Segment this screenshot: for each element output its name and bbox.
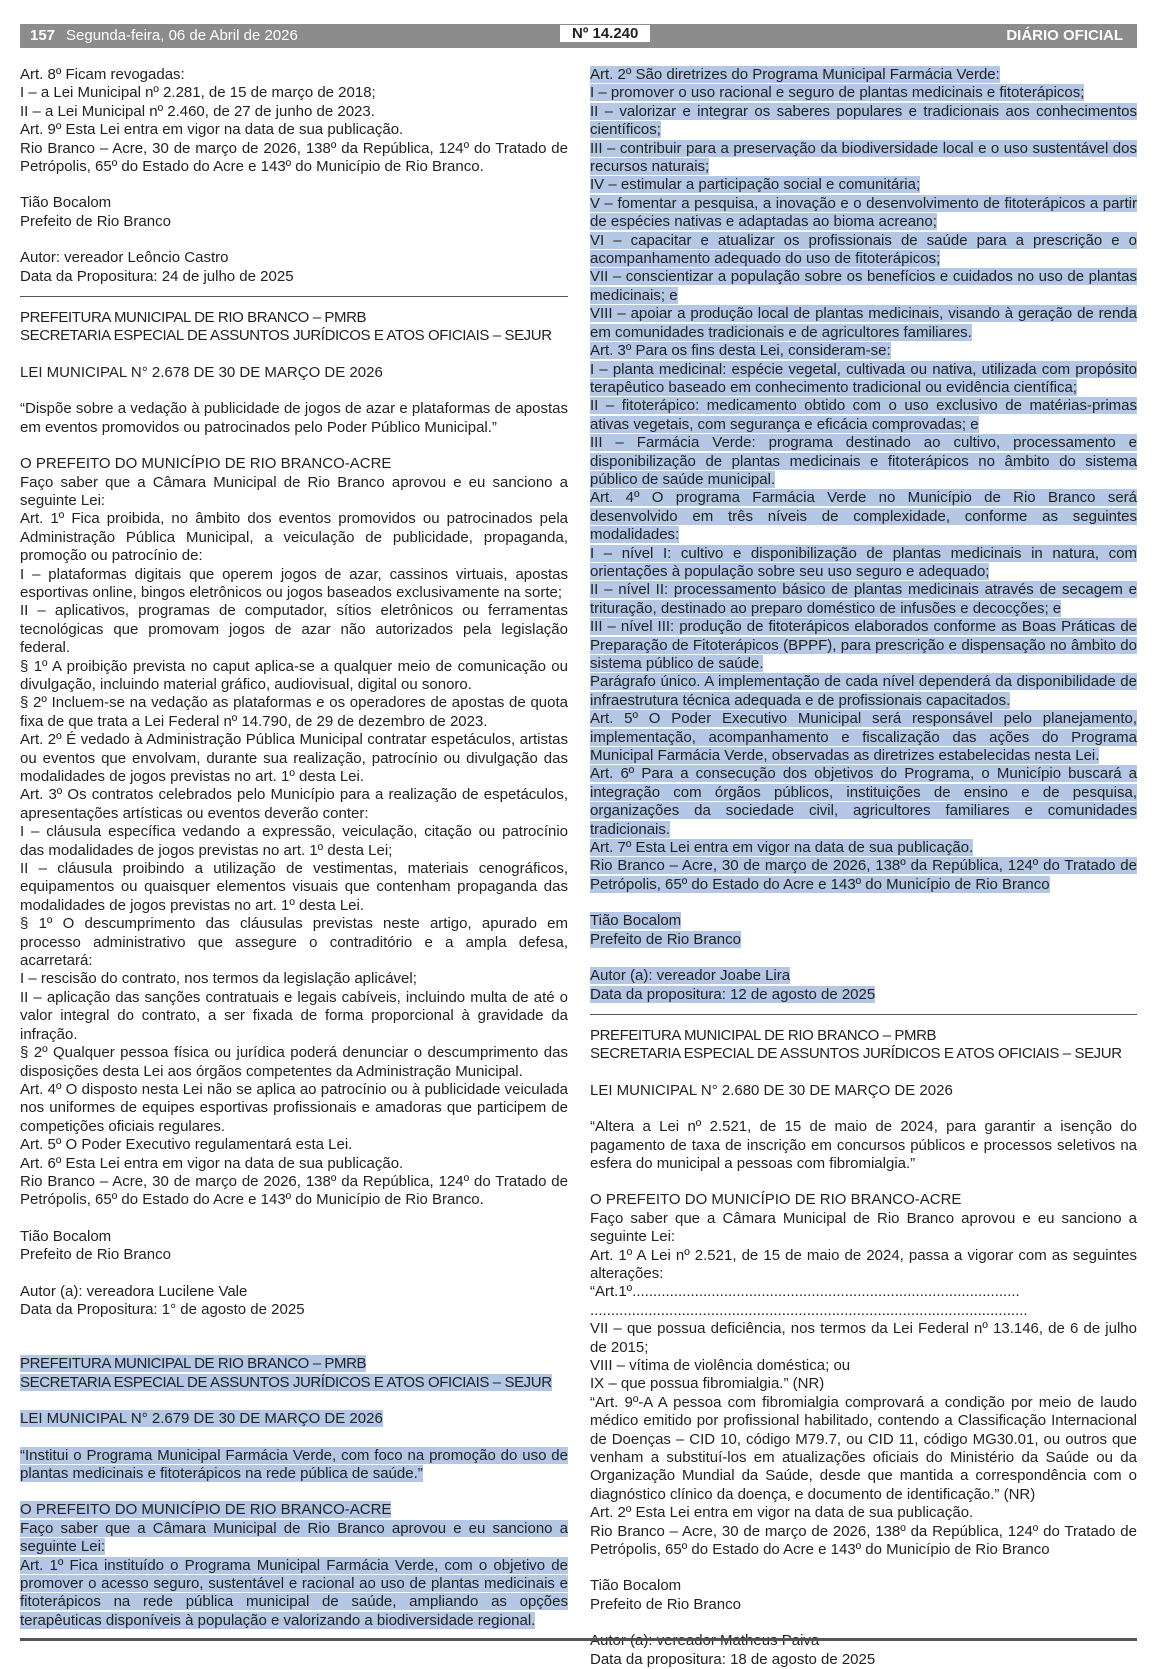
highlighted-text: Tião Bocalom [590,912,682,930]
text-line: Rio Branco – Acre, 30 de março de 2026, 138º da República, 124º do Tratado de Petrópolis, 65º do Estado do Acre e 143º do Município de Rio Branco [590,1522,1137,1559]
text-line [20,1355,568,1373]
highlighted-text: VII – conscientizar a população sobre os benefícios e cuidados no uso de plantas medicinais; e [590,268,1137,304]
text-line: O PREFEITO DO MUNICÍPIO DE RIO BRANCO-ACRE [20,455,392,473]
text-line [590,342,1137,360]
text-line: Art. 2º Esta Lei entra em vigor na data de sua publicação. [590,1504,974,1522]
text-line [590,434,1137,489]
highlighted-text: Parágrafo único. A implementação de cada nível dependerá da disponibilidade de infraestrutura técnica adequada e de profissionais capacitados. [590,673,1137,709]
highlighted-text: III – Farmácia Verde: programa destinado ao cultivo, processamento e disponibilização de plantas medicinais e fitoterápicos no âmbito do sistema público de saúde municipal. [590,434,1137,488]
right-column [590,66,1137,1669]
footer-rule [20,1638,1137,1641]
text-line: II – a Lei Municipal nº 2.460, de 27 de junho de 2023. [20,102,375,120]
highlighted-text: Art. 6º Para a consecução dos objetivos do Programa, o Município buscará a integração com órgãos públicos, instituições de ensino e de pesquisa, organizações da sociedade civil, agricultores familiares e comunidades tradicionais. [590,765,1137,838]
highlighted-text: Art. 2º São diretrizes do Programa Municipal Farmácia Verde: [590,66,1000,83]
text-line: § 2º Incluem-se na vedação as plataformas e os operadores de apostas de quota fixa de que trata a Lei Federal nº 14.790, de 29 de dezembro de 2023. [20,694,568,730]
highlighted-text: III – nível III: produção de fitoterápicos elaborados conforme as Boas Práticas de Preparação de Fitoterápicos (BPPF), para prescrição e dispensação no âmbito do sistema público de saúde. [590,618,1137,672]
text-line [590,195,1137,232]
highlighted-text: Art. 7º Esta Lei entra em vigor na data de sua publicação. [590,839,974,857]
author-a [20,249,568,286]
highlighted-text: II – nível II: processamento básico de plantas medicinais através de secagem e trituração, destinado ao preparo doméstico de infusões e decocções; e [590,581,1137,617]
text-line [590,618,1137,673]
highlighted-text: III – contribuir para a preservação da biodiversidade local e o uso sustentável dos recursos naturais; [590,139,1137,176]
text-line [590,857,1137,894]
text-line [590,581,1137,618]
text-line [20,1374,568,1392]
text-line: Autor: vereador Leôncio Castro [20,249,229,267]
signature-b [20,1228,568,1265]
text-line: IX – que possua fibromialgia.” (NR) [590,1375,825,1393]
text-line [590,545,1137,582]
law-summary-b: “Dispõe sobre a vedação à publicidade de jogos de azar e plataformas de apostas em eventos promovidos ou patrocinados pelo Poder Público Municipal.” [20,400,568,436]
text-line: Autor (a): vereadora Lucilene Vale [20,1282,248,1300]
page-header [20,24,1137,48]
highlighted-text: Art. 5º O Poder Executivo Municipal será responsável pelo planejamento, implementação, acompanhamento e fiscalização das ações do Programa Municipal Farmácia Verde, observadas as diretrizes estabelecidas nesta Lei. [590,710,1137,765]
text-line [590,84,1137,102]
text-line: “Art. 9º-A A pessoa com fibromialgia comprovará a condição por meio de laudo médico emitido por profissional habilitado, contendo a Classificação Internacional de Doenças – CID 10, código M79.7, ou CID 11, código MG30.01, ou outros que venham a substituí-los em atualizações oficiais do Ministério da Saúde ou da Organização Mundial da Saúde, desde que mantida a correspondência com o diagnóstico clínico da doença, e documento de identificação.” (NR) [590,1393,1137,1503]
text-line: II – aplicação das sanções contratuais e legais cabíveis, incluindo multa de até o valor integral do contrato, a ser fixada de forma proporcional à gravidade da infração. [20,988,568,1043]
text-line: § 1º A proibição prevista no caput aplica-se a qualquer meio de comunicação ou divulgação, incluindo material gráfico, audiovisual, digital ou sonoro. [20,657,568,693]
text-line: Art. 5º O Poder Executivo regulamentará esta Lei. [20,1136,353,1154]
highlighted-text: Data da propositura: 12 de agosto de 2025 [590,985,876,1003]
text-line [590,361,1137,398]
law-summary-c [20,1447,568,1484]
section-a [20,66,568,176]
text-line: Prefeito de Rio Branco [20,212,171,230]
text-line [590,673,1137,710]
text-line: Tião Bocalom [590,1577,682,1595]
text-line: Art. 3º Os contratos celebrados pelo Município para a realização de espetáculos, apresentações artísticas ou eventos deverão conter: [20,786,568,822]
law-body-c [20,1501,568,1630]
highlighted-text: VI – capacitar e atualizar os profissionais de saúde para a prescrição e o acompanhamento adequado do uso de fitoterápicos; [590,231,1137,268]
text-line [590,839,1137,857]
text-line: PREFEITURA MUNICIPAL DE RIO BRANCO – PMRB [590,1026,937,1044]
text-line: I – plataformas digitais que operem jogos de azar, cassinos virtuais, apostas esportivas online, bingos eletrônicos ou jogos baseados exclusivamente na sorte; [20,565,568,601]
law-heading-c [20,1355,568,1392]
divider [590,1014,1137,1015]
text-line: Data da Propositura: 1° de agosto de 2025 [20,1300,305,1318]
text-line: “Art.1º............................................................................................. [590,1283,1020,1301]
text-line: SECRETARIA ESPECIAL DE ASSUNTOS JURÍDICOS E ATOS OFICIAIS – SEJUR [20,327,552,345]
text-line: § 2º Qualquer pessoa física ou jurídica poderá denunciar o descumprimento das disposições desta Lei aos órgãos competentes da Administração Municipal. [20,1044,568,1080]
law-title-c-text: LEI MUNICIPAL N° 2.679 DE 30 DE MARÇO DE 2026 [20,1410,383,1428]
text-line: Art. 8º Ficam revogadas: [20,66,185,83]
highlighted-text: II – valorizar e integrar os saberes populares e tradicionais aos conhecimentos científicos; [590,102,1137,139]
text-line: Tião Bocalom [20,194,112,212]
law-title-c [20,1410,568,1428]
text-line [20,1557,568,1631]
highlighted-text: SECRETARIA ESPECIAL DE ASSUNTOS JURÍDICOS E ATOS OFICIAIS – SEJUR [20,1373,552,1391]
author-c [590,967,1137,1004]
text-line: Data da Propositura: 24 de julho de 2025 [20,267,294,285]
text-line [20,1501,568,1519]
text-line: Tião Bocalom [20,1227,112,1245]
publication-name: DIÁRIO OFICIAL [1006,27,1123,44]
highlighted-text: II – fitoterápico: medicamento obtido com o uso exclusivo de matérias-primas ativas vegetais, com segurança e eficácia comprovadas; e [590,397,1137,433]
text-line [590,489,1137,544]
text-line [590,397,1137,434]
highlighted-text: O PREFEITO DO MUNICÍPIO DE RIO BRANCO-ACRE [20,1501,392,1519]
signature-d [590,1577,1137,1614]
text-line [590,140,1137,177]
text-line [590,931,1137,949]
law-heading-d [590,1027,1137,1064]
highlighted-text: Faço saber que a Câmara Municipal de Rio Branco aprovou e eu sanciono a seguinte Lei: [20,1519,568,1556]
text-line [590,912,1137,930]
header-date: Segunda-feira, 06 de Abril de 2026 [66,27,298,44]
text-line: PREFEITURA MUNICIPAL DE RIO BRANCO – PMRB [20,309,367,327]
law-body-b [20,455,568,1210]
text-line: Faço saber que a Câmara Municipal de Rio Branco aprovou e eu sanciono a seguinte Lei: [590,1209,1137,1246]
text-line [590,710,1137,765]
text-line: O PREFEITO DO MUNICÍPIO DE RIO BRANCO-ACRE [590,1191,962,1209]
text-line [590,305,1137,342]
text-line: I – rescisão do contrato, nos termos da legislação aplicável; [20,970,417,988]
highlighted-text: Rio Branco – Acre, 30 de março de 2026, 138º da República, 124º do Tratado de Petrópolis, 65º do Estado do Acre e 143º do Município de Rio Branco [590,857,1137,893]
divider [20,296,568,297]
text-line: Art. 1º Fica proibida, no âmbito dos eventos promovidos ou patrocinados pela Administração Pública Municipal, a veiculação de publicidade, propaganda, promoção ou patrocínio de: [20,510,568,565]
text-line [590,232,1137,269]
text-line: Prefeito de Rio Branco [20,1246,171,1264]
highlighted-text: I – promover o uso racional e seguro de plantas medicinais e fitoterápicos; [590,84,1085,102]
author-b [20,1283,568,1320]
highlighted-text: Autor (a): vereador Joabe Lira [590,967,791,985]
highlighted-text: I – planta medicinal: espécie vegetal, cultivada ou nativa, utilizada com propósito terapêutico baseado em conhecimento tradicional ou evidência científica; [590,360,1137,396]
text-line: Rio Branco – Acre, 30 de março de 2026, 138º da República, 124º do Tratado de Petrópolis, 65º do Estado do Acre e 143º do Município de Rio Branco. [20,139,568,176]
text-line: Data da propositura: 18 de agosto de 2025 [590,1650,876,1668]
law-title-b: LEI MUNICIPAL N° 2.678 DE 30 DE MARÇO DE 2026 [20,363,383,381]
text-line: Art. 6º Esta Lei entra em vigor na data de sua publicação. [20,1154,404,1172]
highlighted-text: Art. 4º O programa Farmácia Verde no Município de Rio Branco será desenvolvido em três níveis de complexidade, conforme as seguintes modalidades: [590,489,1137,544]
text-line: VII – que possua deficiência, nos termos da Lei Federal nº 13.146, de 6 de julho de 2015; [590,1320,1137,1356]
law-summary-c-text: “Institui o Programa Municipal Farmácia Verde, com foco na promoção do uso de plantas medicinais e fitoterápicos na rede pública de saúde.” [20,1446,568,1482]
text-line: Art. 1º A Lei nº 2.521, de 15 de maio de 2024, passa a vigorar com as seguintes alterações: [590,1246,1137,1282]
page-number: 157 [30,27,56,44]
text-line: Art. 4º O disposto nesta Lei não se aplica ao patrocínio ou à publicidade veiculada nos uniformes de equipes esportivas profissionais e amadoras que participem de competições oficiais regulares. [20,1080,568,1135]
text-line: ......................................................................................................... [590,1301,1028,1319]
text-line: Faço saber que a Câmara Municipal de Rio Branco aprovou e eu sanciono a seguinte Lei: [20,473,568,509]
text-line [590,967,1137,985]
edition-number: Nº 14.240 [560,25,650,42]
law-body-d [590,1191,1137,1559]
highlighted-text: PREFEITURA MUNICIPAL DE RIO BRANCO – PMRB [20,1355,367,1373]
highlighted-text: I – nível I: cultivo e disponibilização de plantas medicinais in natura, com orientações à população sobre seu uso seguro e adequado; [590,544,1137,580]
text-line [590,66,1137,84]
highlighted-text: VIII – apoiar a produção local de plantas medicinais, visando à geração de renda em comunidades tradicionais e de agricultores familiares. [590,305,1137,341]
law-summary-d: “Altera a Lei nº 2.521, de 15 de maio de 2024, para garantir a isenção do pagamento de taxa de inscrição em concursos públicos e processos seletivos na esfera do municipal a pessoas com fibromialgia.” [590,1118,1137,1172]
highlighted-text: Prefeito de Rio Branco [590,930,741,948]
highlighted-text: Art. 3º Para os fins desta Lei, consideram-se: [590,342,891,360]
text-line: Art. 2º É vedado à Administração Pública Municipal contratar espetáculos, artistas ou eventos que envolvam, durante sua realização, patrocínio ou divulgação das modalidades de jogos previstas no art. 1º desta Lei. [20,731,568,785]
text-line: Rio Branco – Acre, 30 de março de 2026, 138º da República, 124º do Tratado de Petrópolis, 65º do Estado do Acre e 143º do Município de Rio Branco. [20,1172,568,1209]
text-line [590,103,1137,140]
law-title-d: LEI MUNICIPAL N° 2.680 DE 30 DE MARÇO DE 2026 [590,1081,953,1099]
text-line: Art. 9º Esta Lei entra em vigor na data de sua publicação. [20,121,404,139]
text-line [590,268,1137,305]
highlighted-text: Art. 1º Fica instituído o Programa Municipal Farmácia Verde, com o objetivo de promover o acesso seguro, sustentável e racional ao uso de plantas medicinais e fitoterápicos na rede pública municipal de saúde, ampliando as opções terapêuticas disponíveis à população e valorizando a biodiversidade regional. [20,1556,568,1629]
text-line: I – a Lei Municipal nº 2.281, de 15 de março de 2018; [20,84,376,102]
text-line [590,765,1137,839]
highlighted-text: IV – estimular a participação social e comunitária; [590,176,921,194]
signature-c [590,912,1137,949]
text-line: Autor (a): vereador Matheus Paiva [590,1632,820,1650]
text-line: Prefeito de Rio Branco [590,1595,741,1613]
text-line: SECRETARIA ESPECIAL DE ASSUNTOS JURÍDICOS E ATOS OFICIAIS – SEJUR [590,1045,1122,1063]
left-column [20,66,568,1630]
text-line: I – cláusula específica vedando a expressão, veiculação, citação ou patrocínio das modalidades de jogos previstas no art. 1º desta Lei; [20,823,568,859]
text-line: § 1º O descumprimento das cláusulas previstas neste artigo, apurado em processo administrativo que assegure o contraditório e a ampla defesa, acarretará: [20,915,568,970]
text-line [590,176,1137,194]
text-line: II – aplicativos, programas de computador, sítios eletrônicos ou ferramentas tecnológicas que promovam jogos de azar não autorizados pela legislação federal. [20,602,568,657]
text-line: II – cláusula proibindo a utilização de vestimentas, materiais cenográficos, equipamentos ou quaisquer elementos visuais que contenham propaganda das modalidades de jogos previstas no art. 1º desta Lei. [20,860,568,914]
highlighted-text: V – fomentar a pesquisa, a inovação e o desenvolvimento de fitoterápicos a partir de espécies nativas e adaptadas ao bioma acreano; [590,194,1137,231]
signature-a [20,194,568,231]
text-line [590,986,1137,1004]
text-line: VIII – vítima de violência doméstica; ou [590,1357,851,1374]
law-body-c-continued [590,66,1137,894]
law-heading-b [20,309,568,346]
text-line [20,1520,568,1557]
